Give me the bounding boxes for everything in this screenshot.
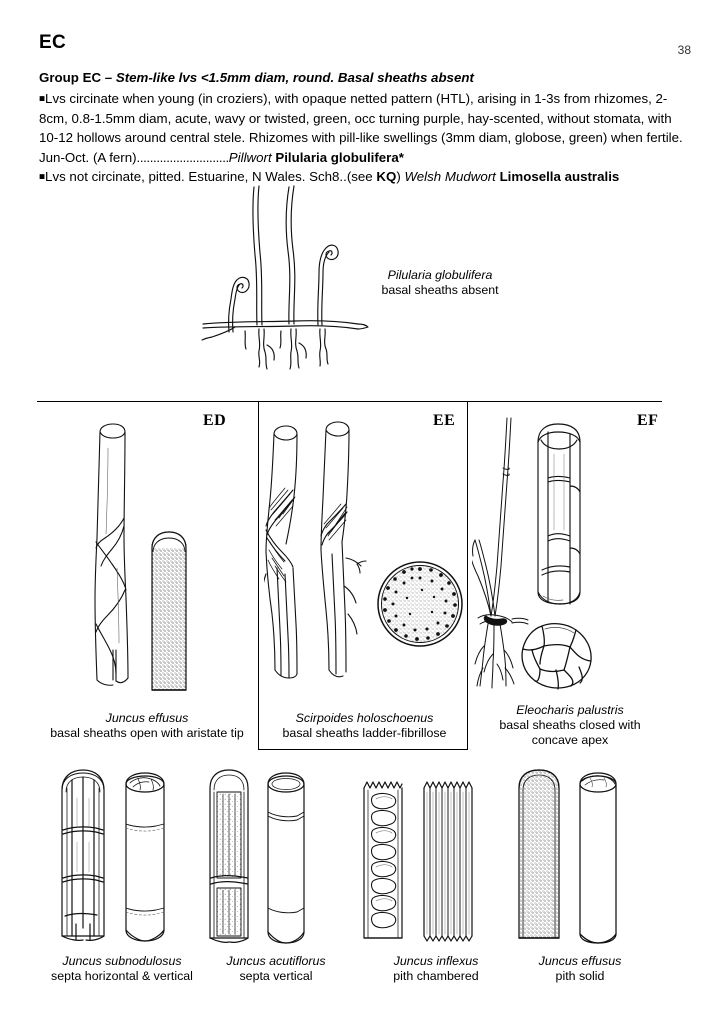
panel-label-ed: ED (203, 412, 227, 429)
group-code-heading: EC (39, 32, 66, 53)
panel-bottom-rule-ee (258, 749, 468, 750)
bottom-2-note: septa vertical (239, 969, 313, 984)
group-heading-line (39, 68, 689, 87)
ed-note: basal sheaths open with aristate tip (50, 726, 244, 741)
panel-top-rule (37, 401, 662, 402)
ef-note-line-2: concave apex (531, 733, 609, 748)
scirpoides-holoschoenus-sheath-illustration (264, 418, 389, 698)
panel-label-ef: EF (637, 412, 659, 429)
panel-caption-ed (37, 711, 257, 741)
bottom-1-species-name: Juncus subnodulosus (62, 954, 182, 968)
page-number: 38 (677, 43, 691, 57)
lead-1-dot-leader: ............................ (136, 149, 229, 165)
lead-2-latin-name: Limosella australis (499, 168, 620, 184)
group-title: Group EC (39, 70, 102, 85)
juncus-subnodulosus-illustration (56, 768, 186, 944)
lead-1-latin-name: Pilularia globulifera* (275, 149, 404, 165)
group-description: Stem-like lvs <1.5mm diam, round. Basal sheaths absent (115, 70, 474, 85)
bottom-4-note: pith solid (555, 969, 605, 984)
bullet-square-icon: ■ (39, 171, 46, 183)
key-text-block (39, 68, 689, 187)
lead-2-english-name: Welsh Mudwort (404, 168, 496, 184)
ee-note: basal sheaths ladder-fibrillose (282, 726, 447, 741)
lead-2-text-b: ) (396, 168, 405, 184)
bottom-1-note: septa horizontal & vertical (51, 969, 193, 984)
panel-label-ee: EE (433, 412, 456, 429)
lead-1-english-name: Pillwort (228, 149, 272, 165)
eleocharis-cross-section (516, 620, 598, 692)
panel-caption-ef (470, 703, 670, 749)
juncus-effusus-pith-illustration (512, 768, 630, 944)
group-dash: – (101, 70, 116, 85)
juncus-inflexus-illustration (356, 772, 482, 944)
lead-2-cross-reference[interactable]: KQ (376, 168, 397, 184)
juncus-effusus-pith-section (148, 530, 196, 700)
ef-note-line-1: basal sheaths closed with (499, 718, 641, 733)
bullet-square-icon: ■ (39, 93, 46, 105)
panel-divider-ed-ee (258, 401, 259, 750)
lead-2-text-a: Lvs not circinate, pitted. Estuarine, N Wales. Sch8..(see (45, 168, 377, 184)
bottom-caption-2 (188, 954, 364, 984)
lead-1-text: Lvs circinate when young (in croziers), with opaque netted pattern (HTL), arising in 1-3s from rhizomes, 2-8cm, 0.8-1.5mm diam, acute, wavy or twisted, green, occ turning purple, hay-scented, without stomata, with 10-12 hollows around central stele. Rhizomes with pill-like swellings (3mm diam, globose, green) when fertile. Jun-Oct. (A fern) (39, 91, 683, 165)
bottom-2-species-name: Juncus acutiflorus (226, 954, 326, 968)
pilularia-species-name: Pilularia globulifera (387, 268, 493, 282)
scirpoides-cross-section (372, 556, 468, 652)
ef-species-name: Eleocharis palustris (516, 703, 624, 717)
key-lead-2 (39, 167, 689, 187)
ee-species-name: Scirpoides holoschoenus (295, 711, 434, 725)
pilularia-caption (325, 268, 555, 298)
bottom-caption-4 (492, 954, 668, 984)
key-lead-1 (39, 89, 689, 167)
bottom-3-note: pith chambered (393, 969, 479, 984)
bottom-3-species-name: Juncus inflexus (393, 954, 479, 968)
panel-caption-ee (262, 711, 467, 741)
ed-species-name: Juncus effusus (105, 711, 189, 725)
pilularia-note: basal sheaths absent (381, 283, 499, 298)
bottom-4-species-name: Juncus effusus (538, 954, 622, 968)
eleocharis-closed-sheath-detail (530, 420, 592, 610)
juncus-acutiflorus-illustration (204, 768, 322, 944)
